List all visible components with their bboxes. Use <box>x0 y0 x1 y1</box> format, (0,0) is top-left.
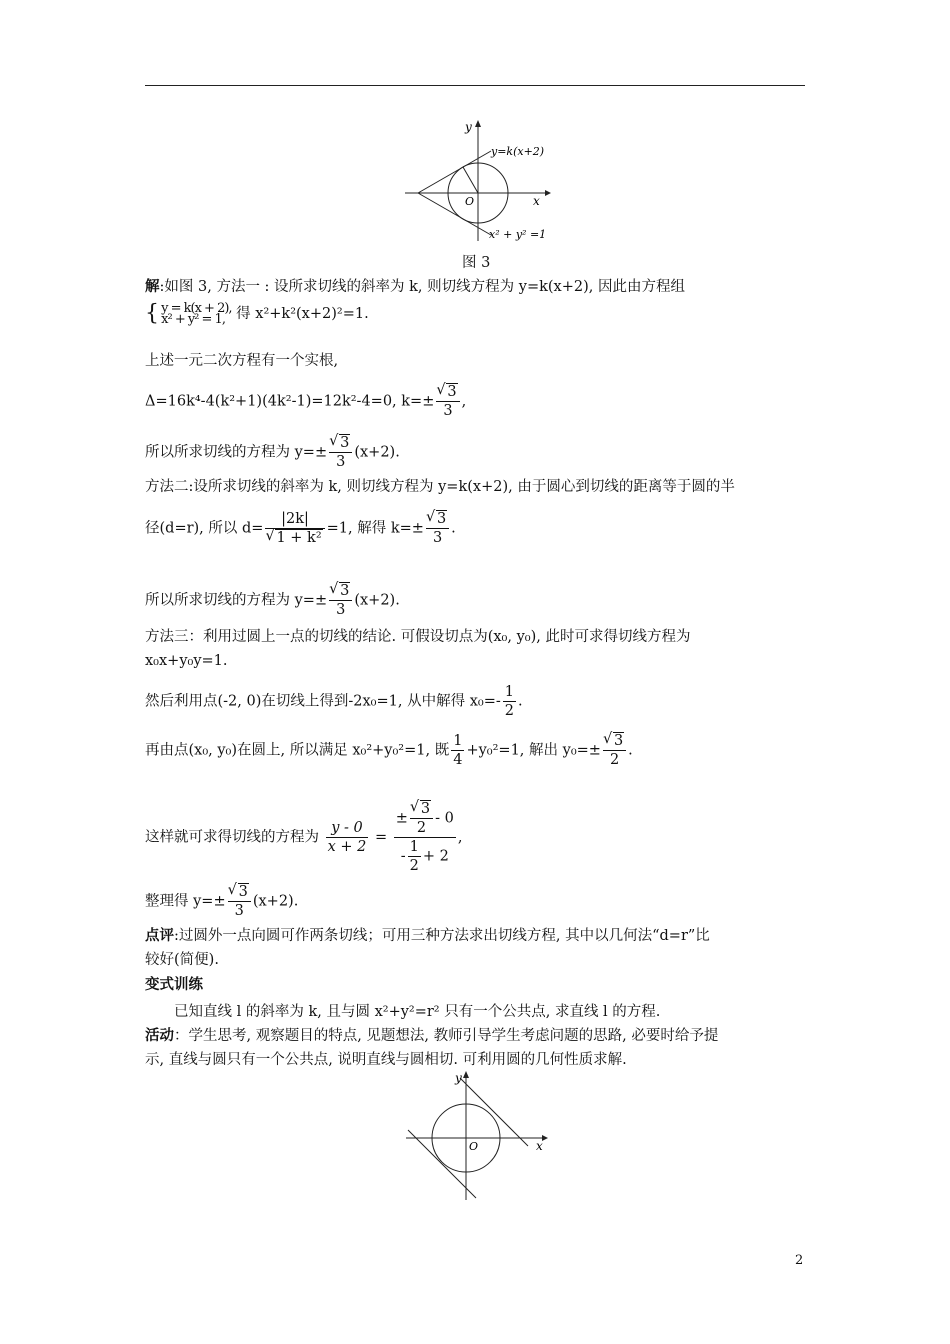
fraction-sqrt3-over-2: √ $\frac{3}{2}$ <box>603 732 626 769</box>
method3-line-5: 这样就可求得切线的方程为 $\frac{y - 0}{x + 2}$ = ± √ $\frac{3}{2}$ - 0 - $\frac{1}{2}$ + 2 , <box>145 800 463 875</box>
system-row-1: y = k(x + 2), <box>161 301 232 316</box>
method3-result: 整理得 y=± √ $\frac{3}{3}$ (x+2). <box>145 883 298 920</box>
fraction-sqrt3-over-3: √ $\frac{3}{3}$ <box>329 434 352 471</box>
comment-line-2: 较好(简便). <box>145 952 219 968</box>
solution-line-3: 上述一元二次方程有一个实根, <box>145 353 339 369</box>
method2-line-2: 径(d=r), 所以 d= |2k| √ 1 + k² =1, 解得 k=± √ $\frac{3}{3}$ . <box>145 510 456 547</box>
variant-problem: 已知直线 l 的斜率为 k, 且与圆 x²+y²=r² 只有一个公共点, 求直线 l 的方程. <box>174 1004 661 1020</box>
tangent-line-upper <box>418 151 491 193</box>
x-axis-label: x <box>536 1139 543 1153</box>
y-axis-arrow <box>463 1071 469 1078</box>
equation-system: { y = k(x + 2), x² + y² = 1, <box>145 301 232 327</box>
x-axis-label: x <box>533 194 540 208</box>
delta-text: Δ=16k⁴-4(k²+1)(4k²-1)=12k²-4=0, k=± <box>145 393 435 410</box>
delta-line: Δ=16k⁴-4(k²+1)(4k²-1)=12k²-4=0, k=± √ $\frac{3}{3}$ , <box>145 383 466 420</box>
y-axis-arrow <box>475 120 481 127</box>
circle-equation-label: x² + y² =1 <box>489 228 547 241</box>
comment-line-1: 点评:过圆外一点向圆可作两条切线；可用三种方法求出切线方程, 其中以几何法“d=r”比 <box>145 927 710 944</box>
equation-lhs-fraction: $\frac{y - 0}{x + 2}$ <box>327 820 367 855</box>
y-axis-label: y <box>465 120 472 134</box>
method2-result: 所以所求切线的方程为 y=± √ $\frac{3}{3}$ (x+2). <box>145 582 400 619</box>
tangent-line-label: y=k(x+2) <box>491 145 545 158</box>
fraction-sqrt3-over-3: √ $\frac{3}{3}$ <box>436 383 459 420</box>
activity-label: 活动 <box>145 1027 174 1044</box>
x-axis-arrow <box>542 1135 548 1141</box>
method3-line-2: x₀x+y₀y=1. <box>145 653 228 669</box>
distance-fraction: |2k| √ 1 + k² <box>265 510 324 547</box>
comment-label: 点评 <box>145 927 174 944</box>
figure-3-diagram <box>395 115 565 245</box>
method2-line-1: 方法二:设所求切线的斜率为 k, 则切线方程为 y=k(x+2), 由于圆心到切线的距离等于圆的半 <box>145 479 735 495</box>
variant-heading: 变式训练 <box>145 976 203 993</box>
system-row-2: x² + y² = 1, <box>161 312 225 327</box>
solution-text-1: :如图 3, 方法一 : 设所求切线的斜率为 k, 则切线方程为 y=k(x+2), 因此由方程组 <box>159 279 685 295</box>
tangent-line-lower <box>418 193 491 235</box>
fraction-sqrt3-over-3: √ $\frac{3}{3}$ <box>228 883 251 920</box>
header-rule <box>145 85 805 86</box>
origin-label: O <box>465 195 475 208</box>
solution-line-2 <box>145 303 369 325</box>
equation-rhs-fraction: ± √ $\frac{3}{2}$ - 0 - $\frac{1}{2}$ + 2 <box>394 800 456 875</box>
page-number: 2 <box>795 1253 804 1268</box>
variant-diagram <box>400 1068 560 1204</box>
fraction-one-half: $\frac{1}{2}$ <box>504 684 514 719</box>
solution-line-1 <box>145 277 685 297</box>
fraction-sqrt3-over-3: √ $\frac{3}{3}$ <box>329 582 352 619</box>
method1-result: 所以所求切线的方程为 y=± √ $\frac{3}{3}$ (x+2). <box>145 434 400 471</box>
tangent-line-upper-right <box>460 1078 528 1146</box>
y-axis-label: y <box>455 1071 462 1085</box>
solution-label: 解 <box>145 278 160 295</box>
fraction-sqrt3-over-3: √ $\frac{3}{3}$ <box>426 510 449 547</box>
x-axis-arrow <box>545 190 551 196</box>
origin-label: O <box>469 1140 479 1153</box>
method3-line-3: 然后利用点(-2, 0)在切线上得到-2x₀=1, 从中解得 x₀=- $\frac{1}{2}$ . <box>145 684 523 719</box>
solution-text-2: 得 x²+k²(x+2)²=1. <box>236 306 369 322</box>
activity-line-2: 示, 直线与圆只有一个公共点, 说明直线与圆相切. 可利用圆的几何性质求解. <box>145 1052 627 1068</box>
method3-line-1: 方法三：利用过圆上一点的切线的结论. 可假设切点为(x₀, y₀), 此时可求得切线方程为 <box>145 629 691 645</box>
radius-line <box>463 167 478 193</box>
figure-caption: 图 3 <box>462 255 491 271</box>
fraction-one-quarter: $\frac{1}{4}$ <box>453 733 463 768</box>
method3-line-4: 再由点(x₀, y₀)在圆上, 所以满足 x₀²+y₀²=1, 既 $\frac{1}{4}$ +y₀²=1, 解出 y₀=± √ $\frac{3}{2}$ . <box>145 732 633 769</box>
activity-line-1: 活动：学生思考, 观察题目的特点, 见题想法, 教师引导学生考虑问题的思路, 必要时给予提 <box>145 1027 719 1044</box>
